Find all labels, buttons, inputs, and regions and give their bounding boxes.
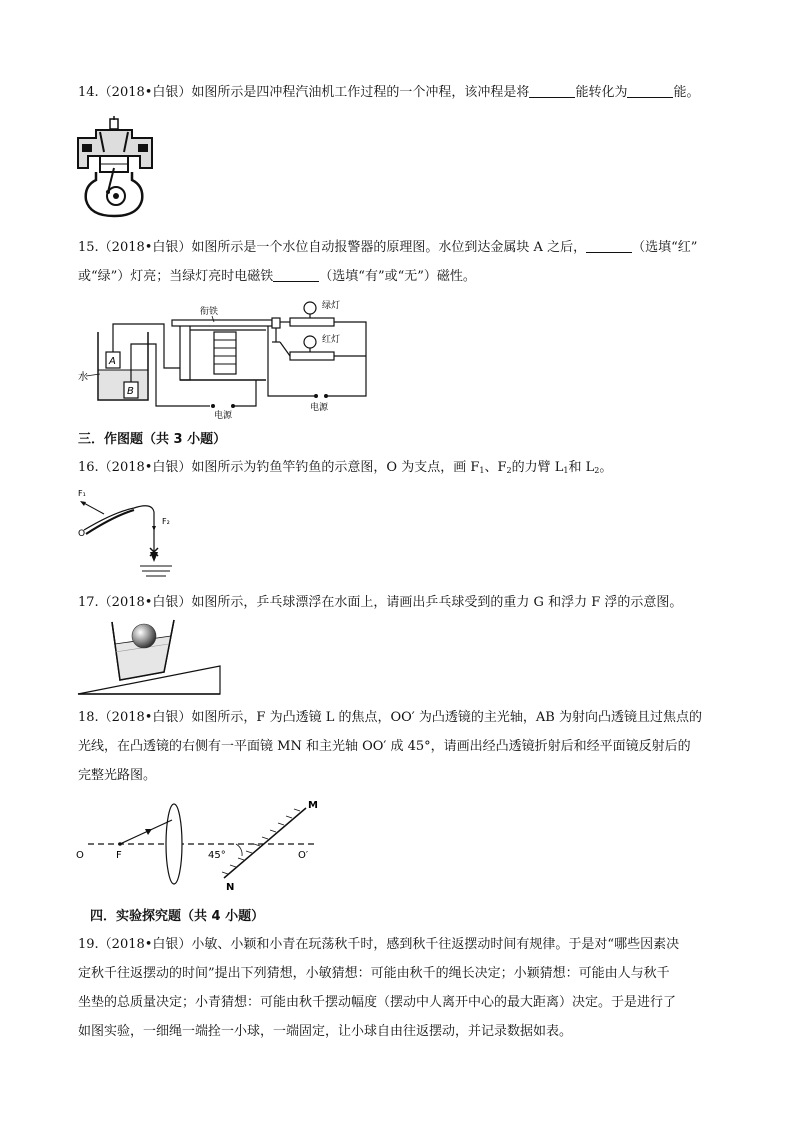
floating-ball-diagram (78, 618, 224, 696)
f2-label: F₂ (162, 517, 170, 526)
q14-blank-1[interactable] (529, 83, 575, 98)
green-lamp-label: 绿灯 (322, 301, 341, 311)
red-lamp-label: 红灯 (322, 335, 341, 345)
axis-o-prime-label: O′ (298, 850, 309, 861)
question-19 (78, 930, 728, 1046)
fulcrum-o-label: O (78, 529, 86, 539)
q15-line1-suffix: （选填“红” (632, 240, 698, 255)
q14-text-suffix: 能。 (673, 85, 700, 100)
axis-o-label: O (76, 850, 84, 861)
block-b-label: B (127, 386, 134, 397)
q14-text-prefix: 14.（2018•白银）如图所示是四冲程汽油机工作过程的一个冲程，该冲程是将 (78, 85, 530, 100)
water-alarm-diagram (76, 296, 376, 421)
q19-line-2: 定秋千往返摆动的时间”提出下列猜想，小敏猜想：可能由秋千的绳长决定；小颖猜想：可能由人与秋千 (78, 966, 670, 981)
q15-blank-2[interactable] (273, 267, 319, 282)
question-18 (78, 703, 728, 790)
q16-text-mid2: 的力臂 L (511, 460, 564, 475)
q16-sub-1: 1 (479, 466, 485, 475)
section-3-heading: 三．作图题（共 3 小题） (78, 432, 227, 447)
armature-label: 衔铁 (200, 307, 219, 317)
fishing-rod-diagram (74, 488, 194, 580)
q19-line-4: 如图实验，一细绳一端拴一小球，一端固定，让小球自由往返摆动，并记录数据如表。 (78, 1024, 573, 1039)
mirror-m-label: M (308, 800, 318, 811)
section-4-heading: 四．实验探究题（共 4 小题） (90, 909, 265, 924)
question-17: 17.（2018•白银）如图所示，乒乓球漂浮在水面上，请画出乒乓球受到的重力 G 和浮力 F 浮的示意图。 (78, 595, 683, 610)
lens-mirror-diagram (76, 800, 336, 892)
mirror-n-label: N (226, 882, 235, 893)
q16-text-mid1: 、F (484, 460, 507, 475)
q14-blank-2[interactable] (627, 83, 673, 98)
power-supply-1-label: 电源 (214, 411, 233, 421)
q16-sub-2: 2 (506, 466, 512, 475)
q16-text-suffix: 。 (599, 460, 613, 475)
q16-text-prefix: 16.（2018•白银）如图所示为钓鱼竿钓鱼的示意图，O 为支点，画 F (78, 460, 480, 475)
q18-line-1: 18.（2018•白银）如图所示，F 为凸透镜 L 的焦点，OO′ 为凸透镜的主光轴，AB 为射向凸透镜且过焦点的 (78, 710, 702, 725)
q18-line-3: 完整光路图。 (78, 768, 157, 783)
q15-line2-suffix: （选填“有”或“无”）磁性。 (319, 269, 476, 284)
q15-line1-prefix: 15.（2018•白银）如图所示是一个水位自动报警器的原理图。水位到达金属块 A 之后， (78, 240, 587, 255)
focus-f-label: F (116, 850, 122, 861)
question-16 (78, 453, 728, 482)
q19-line-3: 坐垫的总质量决定；小青猜想：可能由秋千摆动幅度（摆动中人离开中心的最大距离）决定。于是进行了 (78, 995, 677, 1010)
q14-text-middle: 能转化为 (575, 85, 628, 100)
angle-45-label: 45° (208, 850, 226, 861)
q16-sub-4: 2 (594, 466, 600, 475)
q16-sub-3: 1 (563, 466, 569, 475)
q15-line2-prefix: 或“绿”）灯亮；当绿灯亮时电磁铁 (78, 269, 274, 284)
q15-blank-1[interactable] (586, 238, 632, 253)
question-14 (78, 78, 728, 107)
block-a-label: A (109, 356, 116, 367)
water-label: 水 (78, 372, 88, 383)
f1-label: F₁ (78, 489, 86, 498)
q18-line-2: 光线，在凸透镜的右侧有一平面镜 MN 和主光轴 OO′ 成 45°，请画出经凸透镜折射后和经平面镜反射后的 (78, 739, 691, 754)
q19-line-1: 19.（2018•白银）小敏、小颖和小青在玩荡秋千时，感到秋千往返摆动时间有规律。于是对“哪些因素决 (78, 937, 680, 952)
engine-stroke-diagram (74, 116, 158, 220)
power-supply-2-label: 电源 (310, 403, 329, 413)
question-15 (78, 233, 728, 291)
q16-text-mid3: 和 L (568, 460, 595, 475)
